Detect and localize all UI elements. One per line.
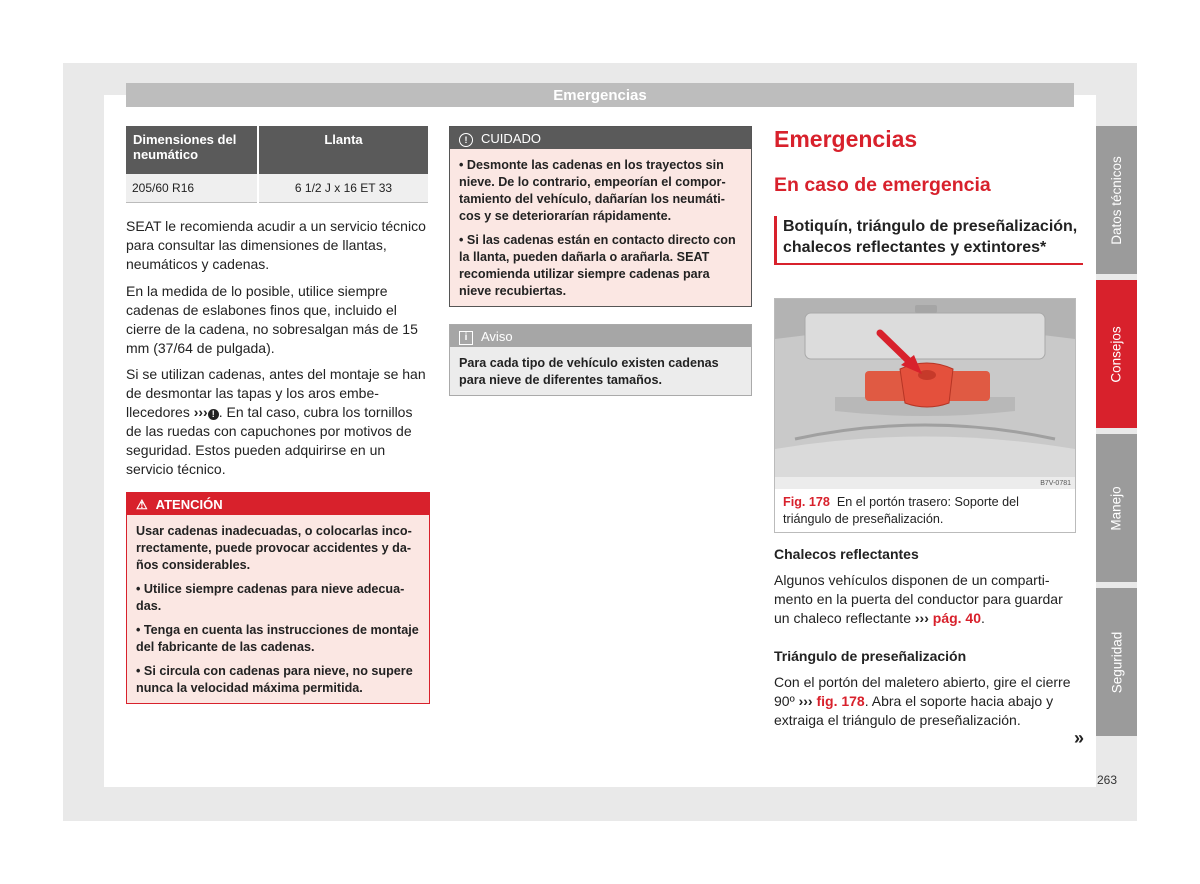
list-item: • Desmonte las cadenas en los trayectos sin nieve. De lo contrario, empeorían el comportamiento del vehículo, dañarían los neumáticos y se deteriorarían rápidamente. bbox=[459, 158, 726, 223]
tailgate-illustration bbox=[775, 299, 1075, 489]
figure-caption: Fig. 178 En el portón trasero: Soporte del triángulo de preseñalización. bbox=[783, 495, 1019, 526]
atencion-intro: Usar cadenas inadecuadas, o colocarlas incorrectamente, puede provocar accidentes y daños considerables. bbox=[136, 524, 412, 572]
page-reference-link[interactable]: pág. 40 bbox=[932, 610, 982, 626]
side-tab-datos-tecnicos[interactable]: Datos técnicos bbox=[1096, 126, 1137, 274]
table-cell: 6 1/2 J x 16 ET 33 bbox=[258, 174, 428, 203]
figure-code: B7V-0781 bbox=[1040, 480, 1071, 487]
reference-arrow[interactable]: ››› bbox=[914, 610, 929, 626]
warning-triangle-icon: ⚠ bbox=[136, 496, 148, 512]
cuidado-header: ! CUIDADO bbox=[450, 127, 751, 149]
paragraph-mounting: Si se utilizan cadenas, antes del montaje se han de desmontar las tapas y los aros embellecedores ››› ! . En tal caso, cubra los tornillos de las ruedas con capuchones por motivos de seguridad. Estos pueden adquirirse en un servicio técnico. bbox=[126, 366, 426, 477]
table-row bbox=[126, 174, 428, 203]
side-tab-manejo[interactable]: Manejo bbox=[1096, 434, 1137, 582]
continued-marker: » bbox=[1074, 728, 1085, 748]
tailgate-triangle-holder-image bbox=[775, 299, 1075, 489]
reference-arrow[interactable]: ››› bbox=[798, 693, 813, 709]
page-number: 263 bbox=[1097, 773, 1118, 787]
cuidado-box bbox=[449, 126, 752, 307]
tire-dimensions-table bbox=[126, 126, 428, 203]
triangulo-heading: Triángulo de preseñalización bbox=[774, 648, 967, 664]
aviso-box bbox=[449, 324, 752, 396]
list-item: • Utilice siempre cadenas para nieve adecuadas. bbox=[136, 582, 405, 613]
chalecos-paragraph: Algunos vehículos disponen de un compartimento en la puerta del conductor para guardar un chaleco reflectante ››› pág. 40. bbox=[774, 572, 1063, 626]
paragraph-service: SEAT le recomienda acudir a un servicio técnico para consultar las dimensiones de llantas, neumáticos y cadenas. bbox=[126, 218, 426, 272]
list-item: • Tenga en cuenta las instrucciones de montaje del fabricante de las cadenas. bbox=[136, 623, 419, 654]
side-tab-consejos[interactable]: Consejos bbox=[1096, 280, 1137, 428]
section-header: Emergencias bbox=[126, 83, 1074, 107]
aviso-text: Para cada tipo de vehículo existen cadenas para nieve de diferentes tamaños. bbox=[459, 356, 719, 387]
section-title: En caso de emergencia bbox=[774, 174, 991, 196]
table-cell: 205/60 R16 bbox=[126, 174, 258, 203]
atencion-header: ⚠ ATENCIÓN bbox=[127, 493, 429, 515]
table-header: Dimensiones del neumático bbox=[126, 126, 258, 174]
side-tab-seguridad[interactable]: Seguridad bbox=[1096, 588, 1137, 736]
warning-icon: ! bbox=[208, 409, 219, 420]
triangulo-paragraph: Con el portón del maletero abierto, gire el cierre 90º ››› fig. 178. Abra el soporte hacia abajo y extraiga el triángulo de preseñalización. bbox=[774, 674, 1071, 728]
aviso-header: i Aviso bbox=[450, 325, 751, 347]
list-item: • Si las cadenas están en contacto directo con la llanta, pueden dañarla o arañarla. SEAT recomienda utilizar siempre cadenas para nieve recubiertas. bbox=[459, 233, 736, 298]
info-icon: i bbox=[459, 331, 473, 345]
paragraph-chains: En la medida de lo posible, utilice siempre cadenas de eslabones finos que, incluido el cierre de la cadena, no sobresalgan más de 15 mm (37/64 de pulgada). bbox=[126, 283, 418, 356]
page-title: Emergencias bbox=[774, 126, 918, 152]
list-item: • Si circula con cadenas para nieve, no supere nunca la velocidad máxima permitida. bbox=[136, 664, 413, 695]
table-header: Llanta bbox=[258, 126, 428, 174]
figure-reference-link[interactable]: fig. 178 bbox=[816, 693, 865, 709]
atencion-box bbox=[126, 492, 430, 704]
figure-178 bbox=[774, 298, 1076, 533]
chalecos-heading: Chalecos reflectantes bbox=[774, 546, 919, 562]
subsection-title: Botiquín, triángulo de preseñalización, chalecos reflectantes y extintores* bbox=[774, 216, 1083, 265]
reference-arrow[interactable]: ››› bbox=[193, 404, 208, 420]
exclamation-circle-icon: ! bbox=[459, 133, 473, 147]
